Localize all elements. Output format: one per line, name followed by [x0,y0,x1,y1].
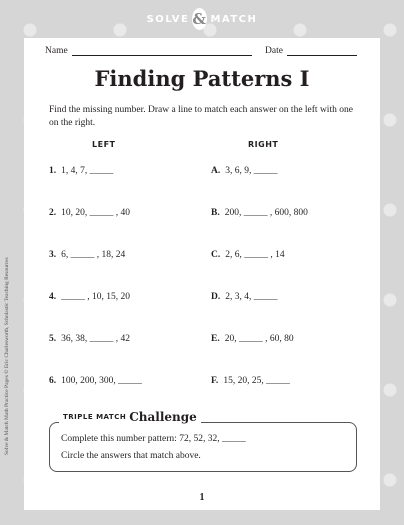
right-item-b [211,208,308,218]
worksheet-title: Finding Patterns I [94,66,310,91]
left-item-pattern: 6, _____ , 18, 24 [61,250,126,260]
right-item-e [211,334,294,344]
left-item-6 [49,376,142,386]
left-item-number: 6. [49,376,57,386]
copyright-credit: Solve & Match Math Practice Pages © Eric Charlesworth, Scholastic Teaching Resources [4,257,10,455]
banner-solve: SOLVE [146,13,190,25]
instructions-text: Find the missing number. Draw a line to match each answer on the left with one on the right. [49,105,353,128]
challenge-heading [59,410,201,424]
name-label: Name [45,46,68,56]
challenge-instruction: Circle the answers that match above. [61,451,201,461]
banner-match: MATCH [210,13,258,25]
date-label: Date [265,46,283,56]
left-item-number: 5. [49,334,57,344]
left-item-pattern: 10, 20, _____ , 40 [61,208,130,218]
right-item-a [211,166,278,176]
left-item-pattern: 36, 38, _____ , 42 [61,334,130,344]
right-item-d [211,292,278,302]
right-item-f [211,376,290,386]
left-item-number: 2. [49,208,57,218]
date-field[interactable] [265,46,357,56]
challenge-label-big: Challenge [129,410,197,424]
left-item-2 [49,208,130,218]
solve-and-match-banner [146,6,258,32]
left-item-number: 4. [49,292,57,302]
ampersand-icon: & [192,10,208,28]
right-column-heading: RIGHT [248,140,279,149]
right-item-letter: A. [211,166,221,176]
left-item-pattern: _____ , 10, 15, 20 [61,292,130,302]
left-item-pattern: 1, 4, 7, _____ [61,166,114,176]
page-number: 1 [199,492,205,503]
left-item-3 [49,250,125,260]
right-item-letter: E. [211,334,220,344]
right-item-letter: B. [211,208,220,218]
left-item-5 [49,334,130,344]
right-item-pattern: 15, 20, 25, _____ [223,376,290,386]
left-item-1 [49,166,113,176]
challenge-label-small: TRIPLE MATCH [63,413,127,421]
right-item-c [211,250,285,260]
name-line[interactable] [72,46,252,56]
left-item-number: 1. [49,166,57,176]
left-item-4 [49,292,130,302]
challenge-box [49,422,357,472]
challenge-question: Complete this number pattern: 72, 52, 32, _____ [61,434,246,444]
left-item-pattern: 100, 200, 300, _____ [61,376,142,386]
name-field[interactable] [45,46,252,56]
right-item-pattern: 20, _____ , 60, 80 [224,334,294,344]
right-item-letter: D. [211,292,221,302]
right-item-pattern: 2, 6, _____ , 14 [225,250,285,260]
right-item-pattern: 3, 6, 9, _____ [225,166,278,176]
date-line[interactable] [287,46,357,56]
right-item-pattern: 200, _____ , 600, 800 [224,208,308,218]
left-item-number: 3. [49,250,57,260]
right-item-pattern: 2, 3, 4, _____ [225,292,278,302]
right-item-letter: F. [211,376,219,386]
right-item-letter: C. [211,250,221,260]
left-column-heading: LEFT [92,140,116,149]
